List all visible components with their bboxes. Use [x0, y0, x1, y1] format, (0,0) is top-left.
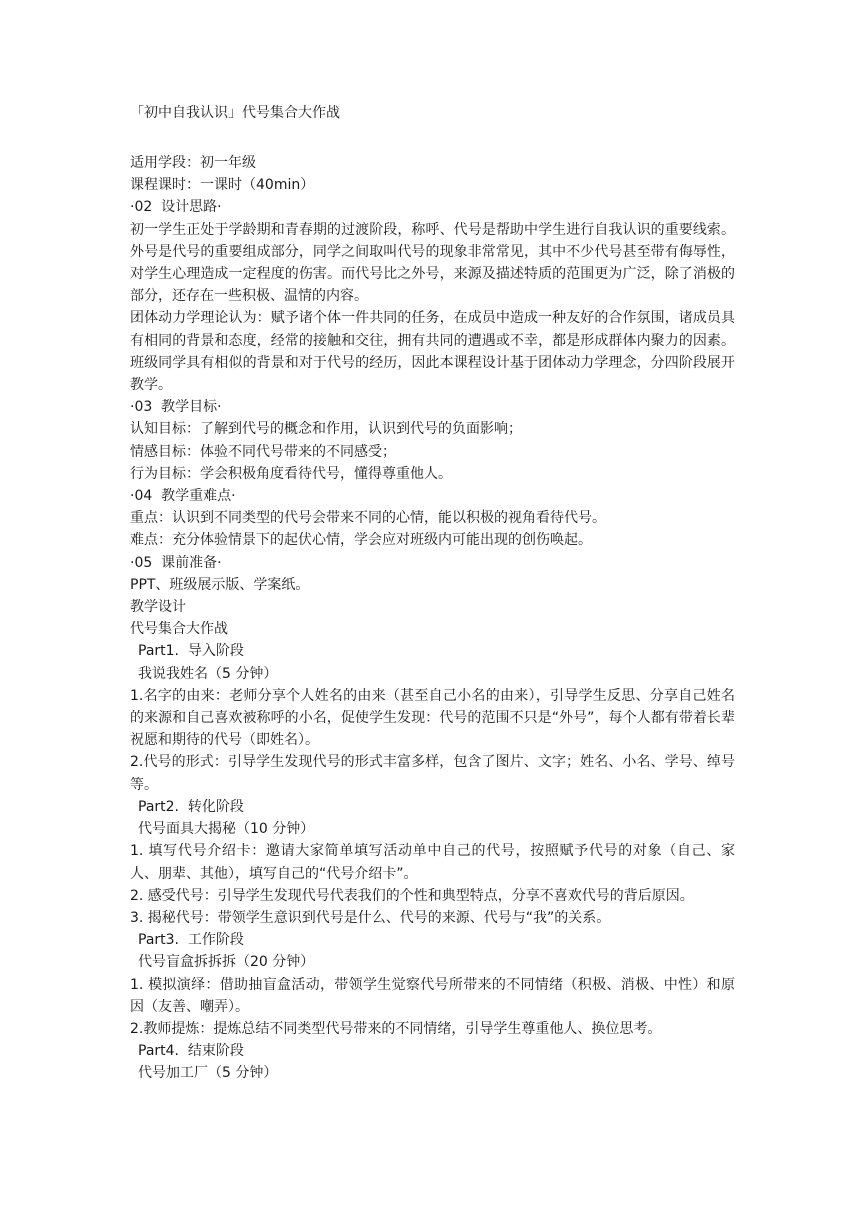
- part2-item-1: 1. 填写代号介绍卡：邀请大家简单填写活动单中自己的代号，按照赋予代号的对象（自己、家人、朋辈、其他），填写自己的“代号介绍卡”。: [130, 843, 735, 882]
- document-title: 「初中自我认识」代号集合大作战: [130, 105, 340, 121]
- goal-cognitive: 认知目标：了解到代号的概念和作用，认识到代号的负面影响；: [130, 421, 522, 438]
- section-heading-design-idea: ·02 设计思路·: [130, 199, 222, 216]
- key-point: 重点：认识到不同类型的代号会带来不同的心情，能以积极的视角看待代号。: [130, 510, 606, 527]
- part2-item-2: 2. 感受代号：引导学生发现代号代表我们的个性和典型特点，分享不喜欢代号的背后原因。: [130, 887, 694, 904]
- part1-item-2: 2.代号的形式：引导学生发现代号的形式丰富多样，包含了图片、文字；姓名、小名、学号、绰号等。: [130, 754, 735, 793]
- goal-behavior: 行为目标：学会积极角度看待代号，懂得尊重他人。: [130, 465, 452, 482]
- part1-item-1: 1.名字的由来：老师分享个人姓名的由来（甚至自己小名的由来），引导学生反思、分享自己姓名的来源和自己喜欢被称呼的小名，促使学生发现：代号的范围不只是“外号”，每个人都有带着长辈祝愿和期待的代号（即姓名）。: [130, 687, 735, 749]
- part3-item-1: 1. 模拟演绎：借助抽盲盒活动，带领学生觉察代号所带来的不同情绪（积极、消极、中性）和原因（友善、嘲弄）。: [130, 976, 735, 1015]
- part3-item-2: 2.教师提炼：提炼总结不同类型代号带来的不同情绪，引导学生尊重他人、换位思考。: [130, 1020, 662, 1037]
- document-page: [130, 102, 735, 1085]
- activity-title: 代号集合大作战: [130, 621, 228, 638]
- section-heading-key-points: ·04 教学重难点·: [130, 488, 236, 505]
- part3-label: Part3. 工作阶段: [138, 932, 244, 949]
- part4-subtitle: 代号加工厂（5 分钟）: [138, 1065, 278, 1082]
- part4-label: Part4. 结束阶段: [138, 1043, 244, 1060]
- design-idea-paragraph-2: 团体动力学理论认为：赋予诸个体一件共同的任务，在成员中造成一种友好的合作氛围，诸成员具有相同的背景和态度，经常的接触和交往，拥有共同的遭遇或不幸，都是形成群体内聚力的因素。班级同学具有相似的背景和对于代号的经历，因此本课程设计基于团体动力学理念，分四阶段展开教学。: [130, 310, 735, 394]
- teaching-design-heading: 教学设计: [130, 599, 186, 616]
- difficulty-point: 难点：充分体验情景下的起伏心情，学会应对班级内可能出现的创伤唤起。: [130, 532, 592, 549]
- section-heading-preparation: ·05 课前准备·: [130, 554, 222, 571]
- goal-emotional: 情感目标：体验不同代号带来的不同感受；: [130, 443, 396, 460]
- design-idea-paragraph-1: 初一学生正处于学龄期和青春期的过渡阶段，称呼、代号是帮助中学生进行自我认识的重要线索。外号是代号的重要组成部分，同学之间取叫代号的现象非常常见，其中不少代号甚至带有侮辱性，对学生心理造成一定程度的伤害。而代号比之外号，来源及描述特质的范围更为广泛，除了消极的部分，还存在一些积极、温情的内容。: [130, 221, 735, 305]
- preparation-items: PPT、班级展示版、学案纸。: [130, 576, 310, 593]
- part2-label: Part2. 转化阶段: [138, 798, 244, 815]
- part1-subtitle: 我说我姓名（5 分钟）: [138, 665, 278, 682]
- meta-stage: 适用学段：初一年级: [130, 155, 256, 171]
- part2-subtitle: 代号面具大揭秘（10 分钟）: [138, 821, 315, 838]
- part1-label: Part1. 导入阶段: [138, 643, 244, 660]
- part3-subtitle: 代号盲盒拆拆拆（20 分钟）: [138, 954, 315, 971]
- part2-item-3: 3. 揭秘代号：带领学生意识到代号是什么、代号的来源、代号与“我”的关系。: [130, 909, 611, 926]
- meta-hours: 课程课时：一课时（40min）: [130, 177, 315, 194]
- section-heading-goals: ·03 教学目标·: [130, 399, 222, 416]
